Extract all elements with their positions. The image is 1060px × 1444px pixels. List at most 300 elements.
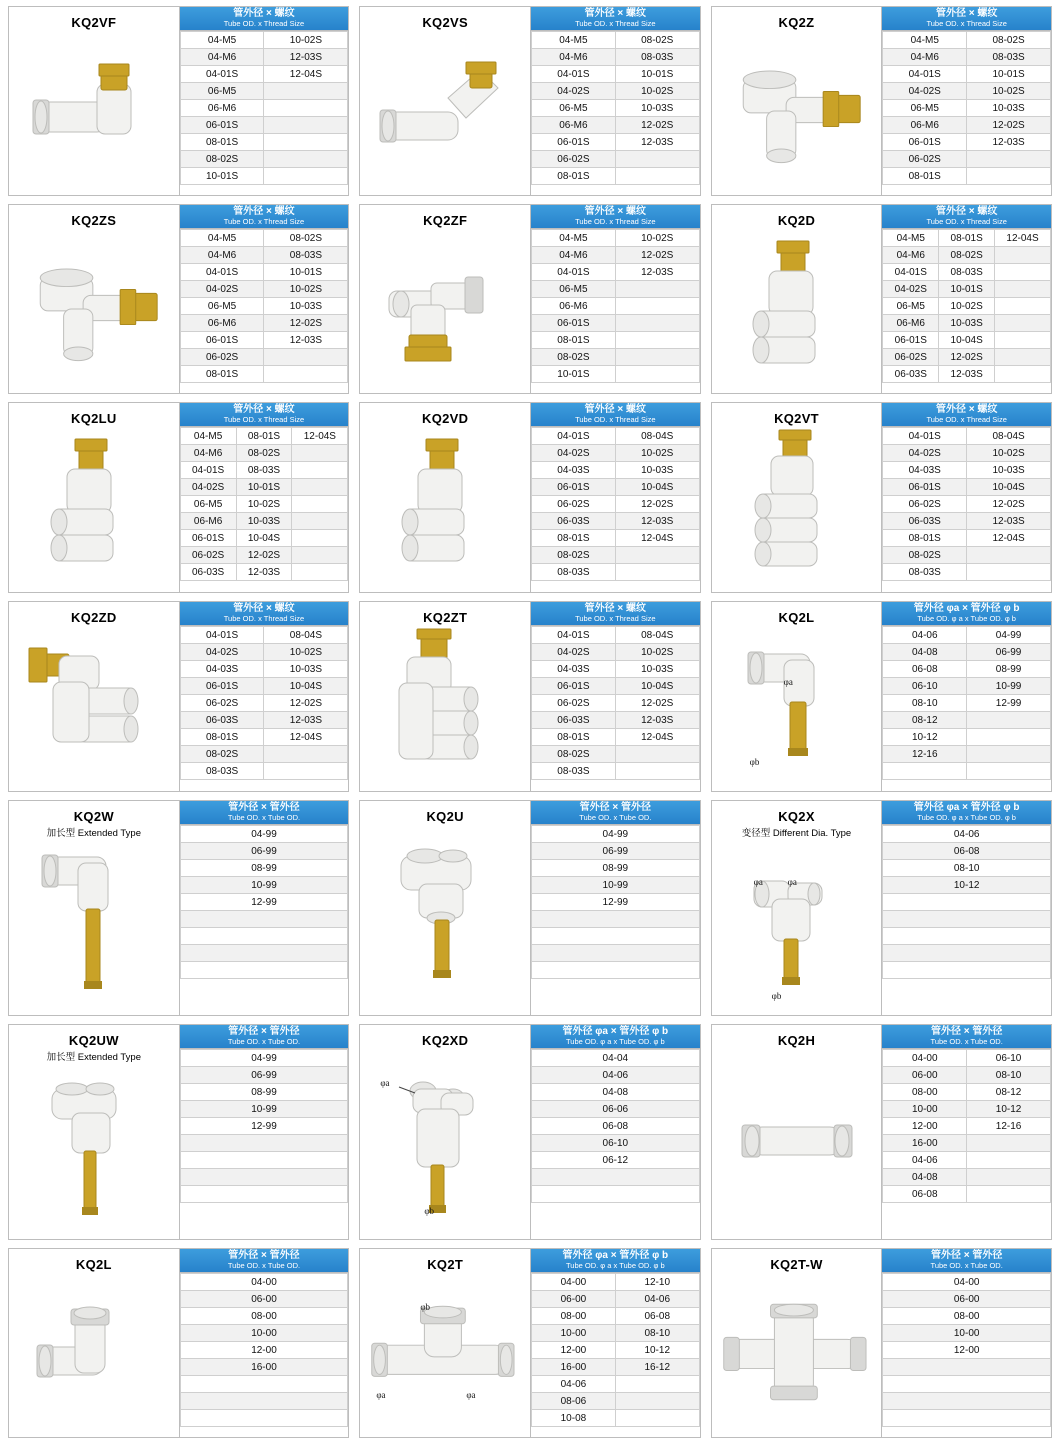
table-row — [883, 1186, 1051, 1203]
size-table-header — [882, 602, 1051, 626]
header-en: Tube OD. x Tube OD. — [930, 1036, 1003, 1046]
table-row — [531, 547, 699, 564]
table-cell: 08-00 — [180, 1308, 348, 1325]
table-row — [180, 1393, 348, 1410]
size-table — [180, 229, 349, 383]
table-cell — [883, 1359, 1051, 1376]
table-row — [883, 32, 1051, 49]
table-cell: 12-03S — [967, 134, 1051, 151]
table-cell: 10-02S — [615, 230, 699, 247]
table-row — [883, 826, 1051, 843]
table-cell — [292, 445, 348, 462]
union-tee-branch-fitting — [362, 824, 528, 1009]
header-en: Tube OD. x Tube OD. — [227, 1260, 301, 1270]
table-cell: 08-04S — [264, 627, 348, 644]
table-cell — [995, 315, 1051, 332]
table-row — [883, 860, 1051, 877]
table-cell: 04-M5 — [883, 32, 967, 49]
table-row — [531, 1274, 699, 1291]
table-cell: 12-04S — [292, 428, 348, 445]
table-cell: 10-01S — [967, 66, 1051, 83]
table-row — [883, 746, 1051, 763]
table-cell — [180, 1410, 348, 1427]
fitting-illustration-panel — [360, 1025, 530, 1239]
table-cell: 10-08 — [531, 1410, 615, 1427]
table-row — [883, 496, 1051, 513]
table-row — [531, 1393, 699, 1410]
table-cell: 10-04S — [615, 678, 699, 695]
table-row — [883, 547, 1051, 564]
table-row — [531, 911, 699, 928]
table-row — [180, 32, 348, 49]
table-row — [531, 428, 699, 445]
table-row — [883, 843, 1051, 860]
table-cell: 04-04 — [531, 1050, 699, 1067]
table-cell — [615, 746, 699, 763]
table-cell: 10-03S — [967, 462, 1051, 479]
fitting-cell — [711, 601, 1052, 792]
table-cell: 10-01S — [236, 479, 292, 496]
table-cell — [615, 315, 699, 332]
table-cell: 06-M5 — [883, 298, 939, 315]
table-cell — [883, 1393, 1051, 1410]
table-row — [531, 826, 699, 843]
table-cell: 10-02S — [264, 32, 348, 49]
table-cell: 04-99 — [967, 627, 1051, 644]
header-cn: 管外径 × 管外径 — [930, 1026, 1003, 1037]
table-row — [883, 1101, 1051, 1118]
table-cell: 12-10 — [615, 1274, 699, 1291]
table-cell: 12-00 — [180, 1342, 348, 1359]
table-cell: 06-02S — [531, 151, 615, 168]
double-universal-elbow-fitting — [362, 426, 528, 586]
table-cell: 08-03S — [531, 564, 615, 581]
table-row — [883, 513, 1051, 530]
model-code: KQ2LU — [71, 411, 117, 426]
table-row — [180, 763, 348, 780]
table-cell: 08-01S — [939, 230, 995, 247]
table-cell: 06-99 — [180, 843, 348, 860]
size-table-panel — [881, 1249, 1051, 1437]
table-row — [883, 1050, 1051, 1067]
table-row — [531, 1342, 699, 1359]
fitting-illustration-panel — [9, 801, 179, 1015]
table-cell: 10-99 — [180, 1101, 348, 1118]
table-row — [531, 962, 699, 979]
table-cell — [180, 962, 348, 979]
table-cell: 12-02S — [264, 695, 348, 712]
table-cell: 12-03S — [967, 513, 1051, 530]
table-cell: 06-02S — [531, 695, 615, 712]
header-cn: 管外径 × 螺纹 — [935, 404, 998, 415]
table-cell — [180, 928, 348, 945]
table-cell — [883, 763, 967, 780]
table-cell: 08-00 — [883, 1308, 1051, 1325]
table-row — [180, 428, 348, 445]
table-cell: 04-06 — [531, 1067, 699, 1084]
table-cell: 10-01S — [615, 66, 699, 83]
table-cell: 04-02S — [180, 479, 236, 496]
header-cn: 管外径 × 管外径 — [228, 1250, 300, 1261]
table-cell: 06-02S — [883, 151, 967, 168]
header-en: Tube OD. x Thread Size — [575, 613, 656, 623]
size-table-header — [531, 602, 700, 626]
size-table-panel — [881, 1025, 1051, 1239]
table-row — [180, 151, 348, 168]
header-en: Tube OD. x Thread Size — [223, 414, 305, 424]
fitting-cell — [8, 402, 349, 593]
table-row — [531, 644, 699, 661]
header-cn: 管外径 × 管外径 — [579, 802, 652, 813]
table-cell: 04-M6 — [180, 445, 236, 462]
table-cell: 10-04S — [615, 479, 699, 496]
table-row — [180, 729, 348, 746]
table-cell: 10-04S — [967, 479, 1051, 496]
model-code: KQ2D — [777, 213, 816, 228]
table-cell: 04-M5 — [180, 230, 264, 247]
dimension-label: φb — [771, 991, 782, 1001]
table-cell: 10-02S — [615, 644, 699, 661]
table-cell: 12-04S — [264, 729, 348, 746]
table-row — [531, 564, 699, 581]
table-cell: 06-01S — [883, 332, 939, 349]
table-row — [180, 746, 348, 763]
triple-universal-elbow-fitting — [714, 426, 880, 586]
table-cell: 06-M6 — [531, 298, 615, 315]
size-table-header — [882, 7, 1051, 31]
table-cell: 08-03S — [967, 49, 1051, 66]
table-row — [180, 962, 348, 979]
table-row — [531, 1067, 699, 1084]
size-table — [531, 229, 700, 383]
table-cell: 12-03S — [615, 513, 699, 530]
fitting-cell — [359, 601, 700, 792]
dimension-label: φa — [380, 1078, 390, 1088]
table-row — [180, 281, 348, 298]
table-cell: 08-10 — [883, 860, 1051, 877]
table-cell: 06-01S — [883, 479, 967, 496]
table-cell: 08-03S — [264, 247, 348, 264]
table-cell: 06-12 — [531, 1152, 699, 1169]
table-row — [883, 1291, 1051, 1308]
table-cell: 06-01S — [531, 678, 615, 695]
header-cn: 管外径 × 螺纹 — [584, 206, 647, 217]
size-table — [882, 427, 1051, 581]
table-cell — [292, 462, 348, 479]
table-cell: 12-02S — [615, 496, 699, 513]
table-cell: 08-02S — [236, 445, 292, 462]
table-cell: 06-M5 — [180, 496, 236, 513]
table-cell: 12-02S — [967, 496, 1051, 513]
fitting-cell — [711, 204, 1052, 394]
table-cell: 10-03S — [615, 462, 699, 479]
table-cell: 04-M5 — [531, 230, 615, 247]
table-cell — [264, 151, 348, 168]
table-cell — [292, 513, 348, 530]
size-table-panel — [530, 602, 700, 791]
table-cell: 04-02S — [883, 281, 939, 298]
size-table-header — [180, 1249, 349, 1273]
table-row — [883, 962, 1051, 979]
size-table-header — [531, 801, 700, 825]
table-cell — [967, 712, 1051, 729]
table-cell — [531, 1186, 699, 1203]
table-cell — [883, 911, 1051, 928]
dimension-label: φb — [424, 1206, 435, 1216]
union-elbow-fitting — [714, 625, 880, 785]
model-code: KQ2H — [777, 1033, 816, 1048]
table-cell: 08-02S — [615, 32, 699, 49]
header-cn: 管外径 × 管外径 — [228, 802, 300, 813]
size-table-panel — [179, 7, 349, 195]
table-row — [180, 100, 348, 117]
table-row — [883, 151, 1051, 168]
table-cell: 10-00 — [180, 1325, 348, 1342]
table-cell: 10-02S — [264, 281, 348, 298]
table-row — [531, 1410, 699, 1427]
header-en: Tube OD. φ a x Tube OD. φ b — [565, 1036, 665, 1046]
table-cell: 10-01S — [939, 281, 995, 298]
table-row — [180, 117, 348, 134]
table-row — [531, 1169, 699, 1186]
table-cell: 04-01S — [883, 66, 967, 83]
size-table — [531, 1273, 700, 1427]
double-universal-elbow-fitting — [11, 426, 177, 586]
table-cell — [180, 1169, 348, 1186]
table-cell: 06-10 — [883, 678, 967, 695]
triple-branch-universal-fitting — [362, 625, 528, 785]
table-row — [531, 479, 699, 496]
table-row — [531, 151, 699, 168]
table-cell — [180, 1186, 348, 1203]
table-cell: 06-99 — [531, 843, 699, 860]
table-cell: 08-03S — [883, 564, 967, 581]
table-cell: 10-99 — [967, 678, 1051, 695]
header-cn: 管外径 φa × 管外径 φ b — [913, 603, 1020, 614]
table-cell: 06-01S — [180, 530, 236, 547]
table-row — [883, 564, 1051, 581]
table-row — [883, 1308, 1051, 1325]
table-row — [180, 315, 348, 332]
table-row — [180, 1325, 348, 1342]
table-row — [180, 247, 348, 264]
fitting-cell — [8, 204, 349, 394]
size-table-panel — [179, 1249, 349, 1437]
table-cell: 04-03S — [531, 661, 615, 678]
table-row — [883, 1084, 1051, 1101]
table-cell: 08-04S — [615, 428, 699, 445]
table-row — [883, 627, 1051, 644]
table-cell: 06-01S — [531, 479, 615, 496]
table-cell: 04-06 — [615, 1291, 699, 1308]
table-row — [531, 230, 699, 247]
fitting-illustration-panel — [712, 1025, 882, 1239]
table-row — [180, 1101, 348, 1118]
table-cell: 06-M5 — [180, 298, 264, 315]
branch-tee-male-fitting — [714, 30, 880, 189]
table-cell: 12-03S — [615, 264, 699, 281]
table-cell — [967, 763, 1051, 780]
table-cell: 12-00 — [531, 1342, 615, 1359]
table-cell — [264, 83, 348, 100]
fitting-illustration-panel — [712, 205, 882, 393]
table-cell — [967, 151, 1051, 168]
size-table — [180, 1273, 349, 1427]
table-cell: 04-06 — [883, 627, 967, 644]
table-cell: 04-08 — [883, 644, 967, 661]
table-cell — [995, 264, 1051, 281]
table-cell: 10-02S — [967, 445, 1051, 462]
table-cell: 04-06 — [883, 826, 1051, 843]
table-cell: 04-M6 — [883, 49, 967, 66]
table-cell — [264, 349, 348, 366]
table-cell — [883, 945, 1051, 962]
fitting-illustration-panel — [712, 1249, 882, 1437]
size-table — [531, 1049, 700, 1203]
table-row — [883, 100, 1051, 117]
fitting-cell — [711, 1248, 1052, 1438]
model-code: KQ2T — [427, 1257, 464, 1272]
table-cell: 06-08 — [883, 843, 1051, 860]
model-subtitle: 变径型 Different Dia. Type — [741, 828, 852, 839]
table-cell — [615, 1393, 699, 1410]
table-row — [531, 945, 699, 962]
dimension-label: φb — [420, 1302, 431, 1312]
table-cell: 04-01S — [531, 627, 615, 644]
size-table-header — [531, 1025, 700, 1049]
table-cell: 10-02S — [615, 83, 699, 100]
table-cell: 12-99 — [180, 894, 348, 911]
table-row — [531, 1101, 699, 1118]
table-row — [883, 644, 1051, 661]
table-row — [883, 661, 1051, 678]
table-cell: 04-03S — [180, 661, 264, 678]
table-row — [180, 877, 348, 894]
table-cell — [292, 564, 348, 581]
header-en: Tube OD. x Tube OD. — [227, 812, 301, 822]
table-row — [531, 894, 699, 911]
table-cell: 12-16 — [967, 1118, 1051, 1135]
header-en: Tube OD. x Thread Size — [926, 216, 1007, 226]
header-en: Tube OD. x Thread Size — [223, 613, 305, 623]
table-row — [883, 1393, 1051, 1410]
table-row — [180, 1135, 348, 1152]
model-code: KQ2VS — [422, 15, 468, 30]
model-code: KQ2X — [778, 809, 815, 824]
table-cell: 12-99 — [531, 894, 699, 911]
table-row — [531, 1118, 699, 1135]
table-row — [180, 230, 348, 247]
table-cell: 10-02S — [615, 445, 699, 462]
size-table-header — [882, 801, 1051, 825]
table-cell — [615, 564, 699, 581]
table-cell: 06-08 — [883, 1186, 967, 1203]
table-cell: 06-00 — [883, 1067, 967, 1084]
header-en: Tube OD. x Thread Size — [575, 216, 656, 226]
fitting-cell — [8, 1024, 349, 1240]
table-row — [531, 496, 699, 513]
table-row — [180, 945, 348, 962]
size-table-header — [882, 205, 1051, 229]
fitting-cell — [711, 1024, 1052, 1240]
header-cn: 管外径 × 螺纹 — [233, 603, 295, 614]
table-cell: 06-01S — [531, 315, 615, 332]
table-cell: 06-01S — [180, 332, 264, 349]
table-cell: 04-99 — [531, 826, 699, 843]
table-cell: 12-04S — [264, 66, 348, 83]
table-cell: 06-02S — [883, 349, 939, 366]
table-row — [883, 928, 1051, 945]
fitting-illustration-panel — [360, 205, 530, 393]
table-cell: 16-00 — [180, 1359, 348, 1376]
model-code: KQ2W — [73, 809, 114, 824]
table-cell — [615, 763, 699, 780]
table-cell: 12-03S — [615, 134, 699, 151]
header-en: Tube OD. x Tube OD. — [227, 1036, 301, 1046]
table-row — [180, 298, 348, 315]
header-en: Tube OD. φ a x Tube OD. φ b — [917, 613, 1016, 623]
table-row — [180, 894, 348, 911]
table-cell: 04-M6 — [531, 247, 615, 264]
table-cell: 08-03S — [180, 763, 264, 780]
table-row — [180, 530, 348, 547]
fitting-illustration-panel — [9, 1025, 179, 1239]
size-table-panel — [530, 403, 700, 592]
table-cell: 08-00 — [531, 1308, 615, 1325]
table-cell: 04-99 — [180, 826, 348, 843]
table-row — [883, 349, 1051, 366]
table-row — [883, 911, 1051, 928]
table-row — [531, 49, 699, 66]
size-table-panel — [530, 7, 700, 195]
table-cell: 04-06 — [531, 1376, 615, 1393]
table-cell: 10-03S — [264, 298, 348, 315]
header-en: Tube OD. x Thread Size — [926, 18, 1007, 28]
table-cell: 06-00 — [883, 1291, 1051, 1308]
table-cell — [264, 746, 348, 763]
table-cell: 10-02S — [939, 298, 995, 315]
table-row — [883, 428, 1051, 445]
table-cell — [615, 1410, 699, 1427]
table-row — [180, 462, 348, 479]
table-row — [531, 1135, 699, 1152]
fitting-illustration-panel — [360, 602, 530, 791]
table-row — [531, 315, 699, 332]
table-cell: 10-04S — [939, 332, 995, 349]
table-cell — [967, 547, 1051, 564]
branch-tee-male-fitting — [11, 228, 177, 387]
table-cell: 06-M6 — [531, 117, 615, 134]
table-cell: 10-01S — [180, 168, 264, 185]
table-cell: 04-01S — [180, 264, 264, 281]
size-table — [882, 825, 1051, 979]
table-row — [883, 695, 1051, 712]
size-table-header — [180, 1025, 349, 1049]
table-row — [531, 1050, 699, 1067]
fitting-illustration-panel — [360, 1249, 530, 1437]
table-cell: 10-03S — [615, 100, 699, 117]
table-cell: 10-12 — [615, 1342, 699, 1359]
fitting-illustration-panel — [9, 403, 179, 592]
table-row — [531, 860, 699, 877]
size-table — [882, 626, 1051, 780]
fitting-cell — [359, 402, 700, 593]
table-cell: 04-02S — [531, 644, 615, 661]
table-cell — [180, 1152, 348, 1169]
table-cell: 10-00 — [531, 1325, 615, 1342]
table-cell: 08-99 — [531, 860, 699, 877]
extended-branch-fitting — [11, 1063, 177, 1233]
